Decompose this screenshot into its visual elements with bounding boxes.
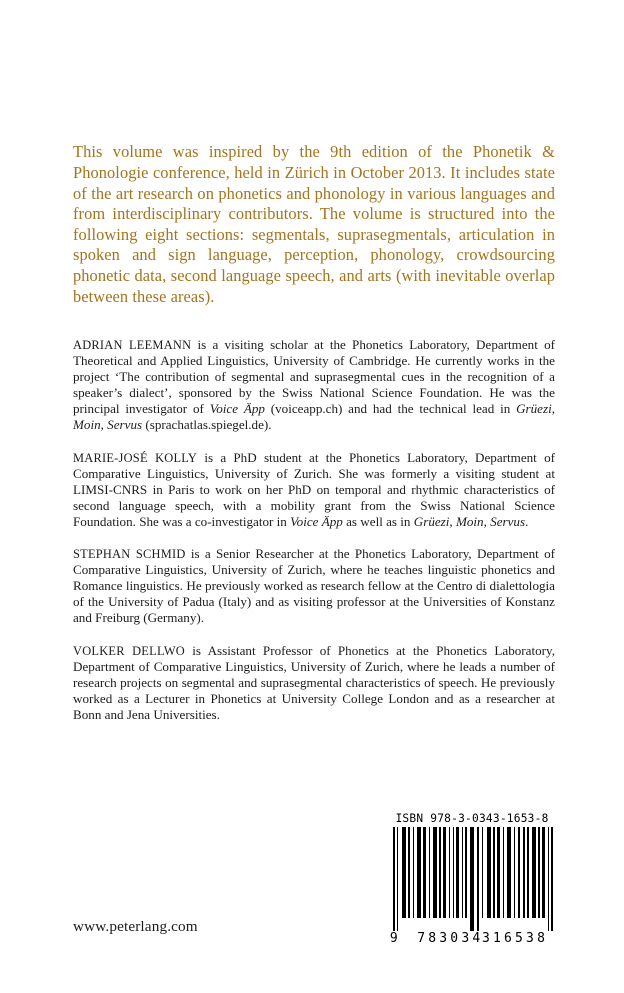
barcode-bar [433, 827, 437, 918]
barcode-bar [413, 827, 415, 918]
biography-text: as well as in [342, 513, 414, 529]
barcode-bar [477, 827, 480, 931]
barcode-bar [551, 827, 553, 931]
publisher-website-url[interactable]: www.peterlang.com [73, 918, 198, 935]
biography-title-italic: Voice Äpp [209, 401, 265, 417]
barcode-bar [507, 827, 511, 918]
biography-paragraph [73, 643, 555, 723]
barcode-bar [527, 827, 529, 918]
barcode-bars [389, 827, 555, 931]
biography-title-italic: Grüezi, Moin, Servus [73, 401, 555, 433]
biography-text: . [525, 513, 529, 529]
barcode-bar [487, 827, 491, 918]
barcode-bar [470, 827, 474, 931]
biography-text: (sprachatlas.spiegel.de). [142, 417, 272, 433]
biography-text: is Assistant Professor of Phonetics at the Phonetics Laboratory, Department of Comparative Linguistics, University of Zurich, where he leads a number of research projects on segmental and suprasegmental characteristics of speech. He previously worked as a Lecturer in Phonetics at University College London and as a researcher at Bonn and Jena Universities. [73, 642, 555, 722]
barcode-bar [393, 827, 395, 931]
barcode-bar [417, 827, 421, 918]
barcode-bar [548, 827, 550, 931]
barcode-bar [397, 827, 399, 931]
barcode-bar [514, 827, 516, 918]
biography-paragraph [73, 337, 555, 434]
biography-paragraph [73, 450, 555, 530]
isbn-barcode-block [389, 812, 555, 948]
barcode-bar [493, 827, 495, 918]
barcode-digits [389, 931, 555, 948]
barcode-bar [402, 827, 406, 918]
barcode-bar [439, 827, 441, 918]
barcode-bar [532, 827, 536, 918]
biography-author-name: STEPHAN SCHMID [73, 547, 186, 562]
barcode-bar [465, 827, 467, 918]
book-blurb: This volume was inspired by the 9th edition of the Phonetik & Phonologie conference, held in Zürich in October 2013. It includes state of the art research on phonetics and phonology in various languages and from interdisciplinary contributors. The volume is structured into the following eight sections: segmentals, suprasegmentals, articulation in spoken and sign language, perception, phonology, crowdsourcing phonetic data, second language speech, and arts (with inevitable overlap between these areas). [73, 142, 555, 306]
biography-author-name: MARIE-JOSÉ KOLLY [73, 450, 198, 465]
contributor-biographies [73, 337, 555, 723]
barcode-bar [449, 827, 451, 918]
biography-text: is a Senior Researcher at the Phonetics Laboratory, Department of Comparative Linguistics, University of Zurich, where he teaches linguistic phonetics and Romance linguistics. He previously worked as research fellow at the Centro di dialettologia of the University of Padua (Italy) and as visiting professor at the Universities of Konstanz and Freiburg (Germany). [73, 546, 555, 626]
barcode-bar [443, 827, 446, 918]
isbn-number-label: ISBN 978-3-0343-1653-8 [395, 812, 549, 825]
biography-author-name: ADRIAN LEEMANN [73, 338, 192, 352]
biography-author-name: VOLKER DELLWO [73, 643, 185, 658]
barcode-bar [423, 827, 426, 918]
barcode-bar [542, 827, 545, 918]
biography-text: is a PhD student at the Phonetics Laboratory, Department of Comparative Linguistics, University of Zurich. She was formerly a visiting student at LIMSI-CNRS in Paris to work on her PhD on temporal and rhythmic characteristics of second language speech, with a mobility grant from the Swiss National Science Foundation. She was a co-investigator in [73, 449, 555, 529]
barcode-bar [456, 827, 459, 918]
barcode-bar [429, 827, 431, 918]
biography-title-italic: Voice Äpp [290, 513, 343, 529]
barcode-bar [503, 827, 505, 918]
barcode-bar [523, 827, 525, 918]
biography-paragraph [73, 546, 555, 626]
biography-text: is a visiting scholar at the Phonetics Laboratory, Department of Theoretical and Applied Linguistics, University of Cambridge. He currently works in the project ‘The contribution of segmental and suprasegmental cues in the recognition of a speaker’s dialect’, sponsored by the Swiss National Science Foundation. He was the principal investigator of [73, 337, 555, 417]
barcode-bar [462, 827, 464, 918]
barcode-bar [408, 827, 410, 918]
barcode-bar [497, 827, 500, 918]
barcode-bar [518, 827, 521, 918]
biography-title-italic: Grüezi, Moin, Servus [413, 513, 526, 529]
barcode-bar [538, 827, 540, 918]
barcode-digit-group: 9 [389, 931, 398, 946]
barcode-digit-group: 316538 [481, 931, 549, 946]
barcode-bar [453, 827, 455, 918]
barcode-bar [482, 827, 484, 918]
barcode-digit-group: 783034 [417, 931, 484, 946]
biography-text: (voiceapp.ch) and had the technical lead in [264, 401, 517, 417]
